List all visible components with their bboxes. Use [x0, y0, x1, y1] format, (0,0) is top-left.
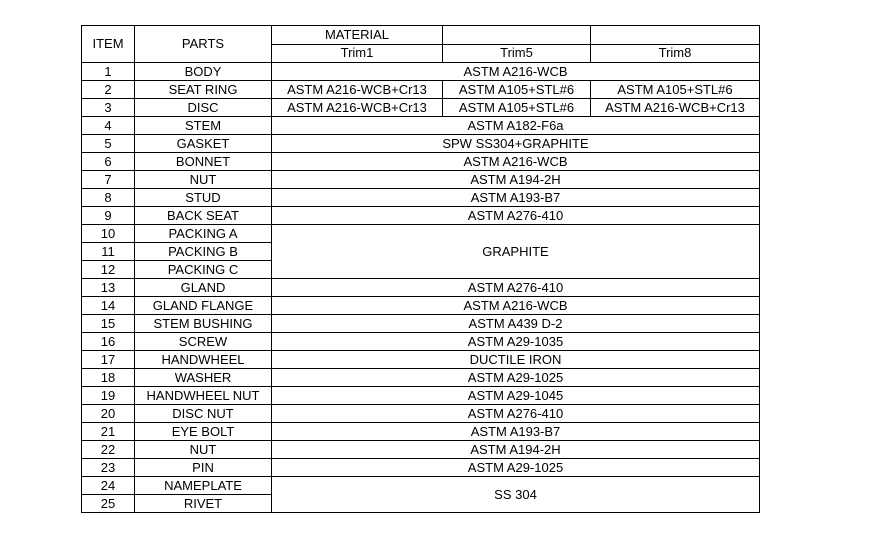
part-name: NAMEPLATE: [135, 477, 272, 495]
item-number: 12: [82, 261, 135, 279]
item-number: 18: [82, 369, 135, 387]
part-name: HANDWHEEL NUT: [135, 387, 272, 405]
item-number: 15: [82, 315, 135, 333]
part-name: HANDWHEEL: [135, 351, 272, 369]
table-row: [82, 81, 760, 99]
part-name: PACKING B: [135, 243, 272, 261]
part-name: DISC: [135, 99, 272, 117]
header-trim1: Trim1: [272, 44, 443, 63]
item-number: 4: [82, 117, 135, 135]
item-number: 25: [82, 495, 135, 513]
part-name: BONNET: [135, 153, 272, 171]
material-cell: ASTM A29-1045: [272, 387, 760, 405]
material-cell: SS 304: [272, 477, 760, 513]
part-name: DISC NUT: [135, 405, 272, 423]
table-row: [82, 459, 760, 477]
item-number: 20: [82, 405, 135, 423]
item-number: 19: [82, 387, 135, 405]
item-number: 8: [82, 189, 135, 207]
table-row: [82, 423, 760, 441]
table-row: [82, 351, 760, 369]
table-row: [82, 477, 760, 495]
part-name: NUT: [135, 441, 272, 459]
material-cell: GRAPHITE: [272, 225, 760, 279]
material-cell: SPW SS304+GRAPHITE: [272, 135, 760, 153]
item-number: 1: [82, 63, 135, 81]
table-row: [82, 441, 760, 459]
trim1-material-cell: ASTM A216-WCB+Cr13: [272, 99, 443, 117]
item-number: 14: [82, 297, 135, 315]
material-cell: ASTM A194-2H: [272, 441, 760, 459]
item-number: 22: [82, 441, 135, 459]
item-number: 11: [82, 243, 135, 261]
material-cell: ASTM A29-1025: [272, 369, 760, 387]
item-number: 5: [82, 135, 135, 153]
table-row: [82, 189, 760, 207]
material-cell: ASTM A276-410: [272, 207, 760, 225]
material-cell: ASTM A439 D-2: [272, 315, 760, 333]
item-number: 23: [82, 459, 135, 477]
part-name: SCREW: [135, 333, 272, 351]
table-row: [82, 297, 760, 315]
header-trim5: Trim5: [443, 44, 591, 63]
item-number: 24: [82, 477, 135, 495]
part-name: PACKING A: [135, 225, 272, 243]
trim5-material-cell: ASTM A105+STL#6: [443, 99, 591, 117]
item-number: 13: [82, 279, 135, 297]
part-name: RIVET: [135, 495, 272, 513]
table-row: [82, 333, 760, 351]
part-name: GLAND: [135, 279, 272, 297]
part-name: NUT: [135, 171, 272, 189]
trim8-material-cell: ASTM A105+STL#6: [591, 81, 760, 99]
item-number: 6: [82, 153, 135, 171]
material-cell: ASTM A216-WCB: [272, 63, 760, 81]
table-row: [82, 63, 760, 81]
material-cell: ASTM A276-410: [272, 405, 760, 423]
table-row: [82, 153, 760, 171]
table-row: [82, 135, 760, 153]
part-name: BODY: [135, 63, 272, 81]
part-name: PIN: [135, 459, 272, 477]
table-row: [82, 171, 760, 189]
header-row: [82, 26, 760, 45]
trim5-material-cell: ASTM A105+STL#6: [443, 81, 591, 99]
material-cell: ASTM A29-1025: [272, 459, 760, 477]
item-number: 7: [82, 171, 135, 189]
item-number: 9: [82, 207, 135, 225]
material-cell: ASTM A276-410: [272, 279, 760, 297]
part-name: GASKET: [135, 135, 272, 153]
part-name: WASHER: [135, 369, 272, 387]
item-number: 10: [82, 225, 135, 243]
table-row: [82, 117, 760, 135]
trim1-material-cell: ASTM A216-WCB+Cr13: [272, 81, 443, 99]
material-cell: ASTM A216-WCB: [272, 297, 760, 315]
item-number: 2: [82, 81, 135, 99]
materials-table: [81, 25, 760, 513]
item-number: 3: [82, 99, 135, 117]
item-number: 17: [82, 351, 135, 369]
material-cell: ASTM A182-F6a: [272, 117, 760, 135]
header-trim8: Trim8: [591, 44, 760, 63]
header-blank-cell: [591, 26, 760, 45]
table-row: [82, 387, 760, 405]
part-name: STUD: [135, 189, 272, 207]
header-material: MATERIAL: [272, 26, 443, 45]
item-number: 21: [82, 423, 135, 441]
material-cell: DUCTILE IRON: [272, 351, 760, 369]
material-cell: ASTM A29-1035: [272, 333, 760, 351]
table-row: [82, 315, 760, 333]
material-cell: ASTM A216-WCB: [272, 153, 760, 171]
item-number: 16: [82, 333, 135, 351]
material-cell: ASTM A193-B7: [272, 423, 760, 441]
header-parts: PARTS: [135, 26, 272, 63]
table-row: [82, 369, 760, 387]
part-name: STEM BUSHING: [135, 315, 272, 333]
header-item: ITEM: [82, 26, 135, 63]
material-cell: ASTM A194-2H: [272, 171, 760, 189]
part-name: PACKING C: [135, 261, 272, 279]
header-blank-cell: [443, 26, 591, 45]
table-row: [82, 405, 760, 423]
table-row: [82, 99, 760, 117]
table-row: [82, 279, 760, 297]
material-cell: ASTM A193-B7: [272, 189, 760, 207]
table-row: [82, 207, 760, 225]
part-name: EYE BOLT: [135, 423, 272, 441]
table-row: [82, 225, 760, 243]
trim8-material-cell: ASTM A216-WCB+Cr13: [591, 99, 760, 117]
part-name: SEAT RING: [135, 81, 272, 99]
part-name: STEM: [135, 117, 272, 135]
part-name: GLAND FLANGE: [135, 297, 272, 315]
part-name: BACK SEAT: [135, 207, 272, 225]
